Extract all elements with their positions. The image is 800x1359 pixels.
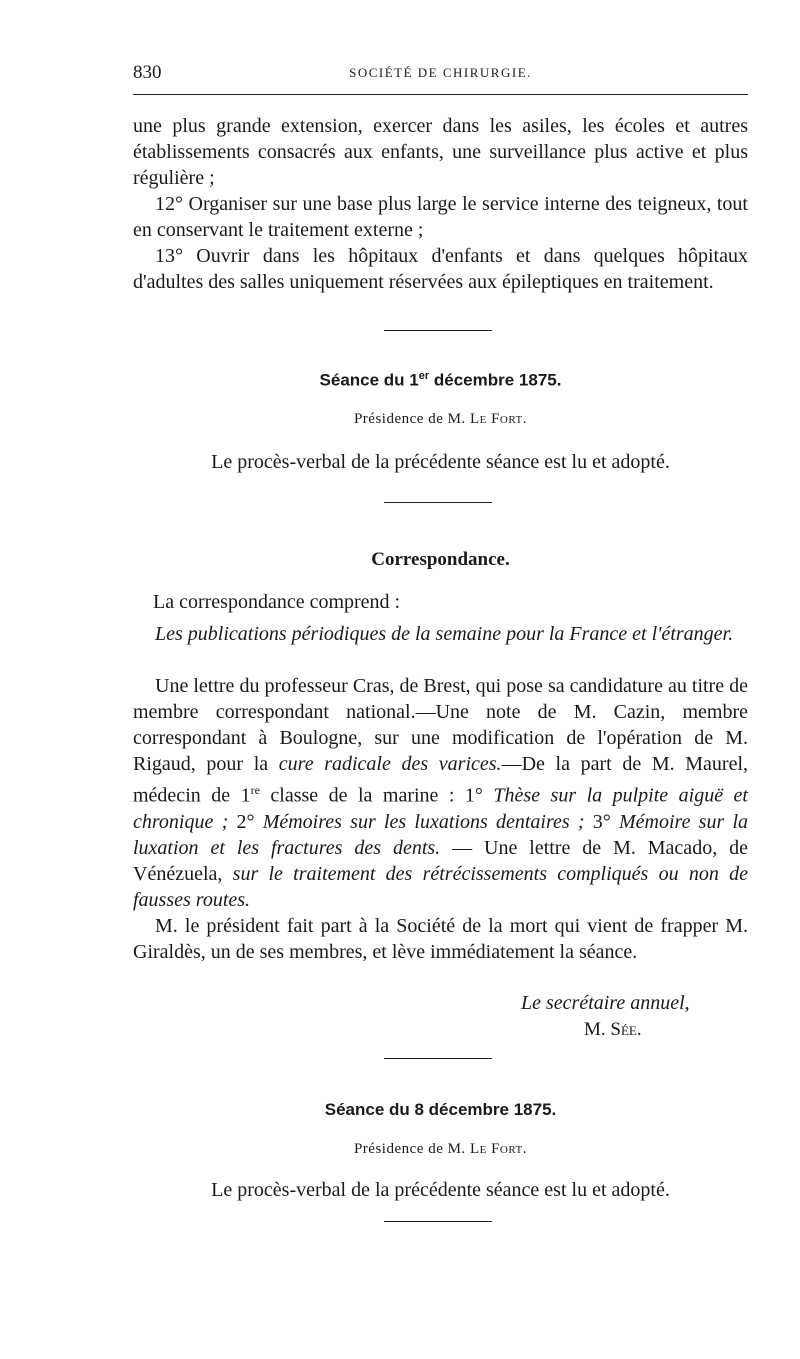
correspondance-intro: La correspondance comprend : (153, 591, 401, 613)
seance-2-title: Séance du 8 décembre 1875. (324, 1100, 557, 1119)
signature-name: M. Sée. (584, 1019, 642, 1040)
paragraph-item-13: 13° Ouvrir dans les hôpitaux d'enfants et dans quelques hôpitaux d'adultes des salles uniquement réservées aux épileptiques en traitement. (133, 245, 748, 293)
correspondance-publications: Les publications périodiques de la semaine pour la France et l'étranger. (155, 623, 734, 645)
death-announcement: M. le président fait part à la Société de la mort qui vient de frapper M. Giraldès, un de ses membres, et lève immédiatement la séance. (133, 915, 748, 963)
page-header (133, 62, 748, 86)
signature-role: Le secrétaire annuel, (521, 992, 690, 1014)
header-rule (133, 94, 748, 95)
seance-1-title: Séance du 1er décembre 1875. (319, 370, 562, 390)
seance-2-presidence: Présidence de M. Le Fort. (353, 1141, 528, 1157)
seance-2-proces-verbal: Le procès-verbal de la précédente séance est lu et adopté. (211, 1179, 670, 1201)
seance-1-presidence: Présidence de M. Le Fort. (353, 411, 528, 427)
running-title: SOCIÉTÉ DE CHIRURGIE. (349, 65, 532, 80)
correspondance-body: Une lettre du professeur Cras, de Brest, qui pose sa candidature au titre de membre correspondant national.—Une note de M. Cazin, membre correspondant à Boulogne, sur une modification de l'opération de M. Rigaud, pour la cure radicale des varices.—De la part de M. Maurel, médecin de 1re classe de la marine : 1° Thèse sur la pulpite aiguë et chronique ; 2° Mémoires sur les luxations dentaires ; 3° Mémoire sur la luxation et les fractures des dents. — Une lettre de M. Macado, de Vénézuela, sur le traitement des rétrécissements compliqués ou non de fausses routes. (133, 675, 749, 911)
paragraph-item-12: 12° Organiser sur une base plus large le service interne des teigneux, tout en conservant le traitement externe ; (133, 193, 748, 241)
paragraph-continuation: une plus grande extension, exercer dans les asiles, les écoles et autres établissements consacrés aux enfants, une surveillance plus active et plus régulière ; (133, 115, 748, 189)
section-separator (384, 502, 492, 503)
seance-1-proces-verbal: Le procès-verbal de la précédente séance est lu et adopté. (211, 451, 670, 473)
page-number: 830 (133, 62, 162, 83)
correspondance-heading: Correspondance. (371, 549, 510, 570)
section-separator (384, 1221, 492, 1222)
section-separator (384, 330, 492, 331)
section-separator (384, 1058, 492, 1059)
